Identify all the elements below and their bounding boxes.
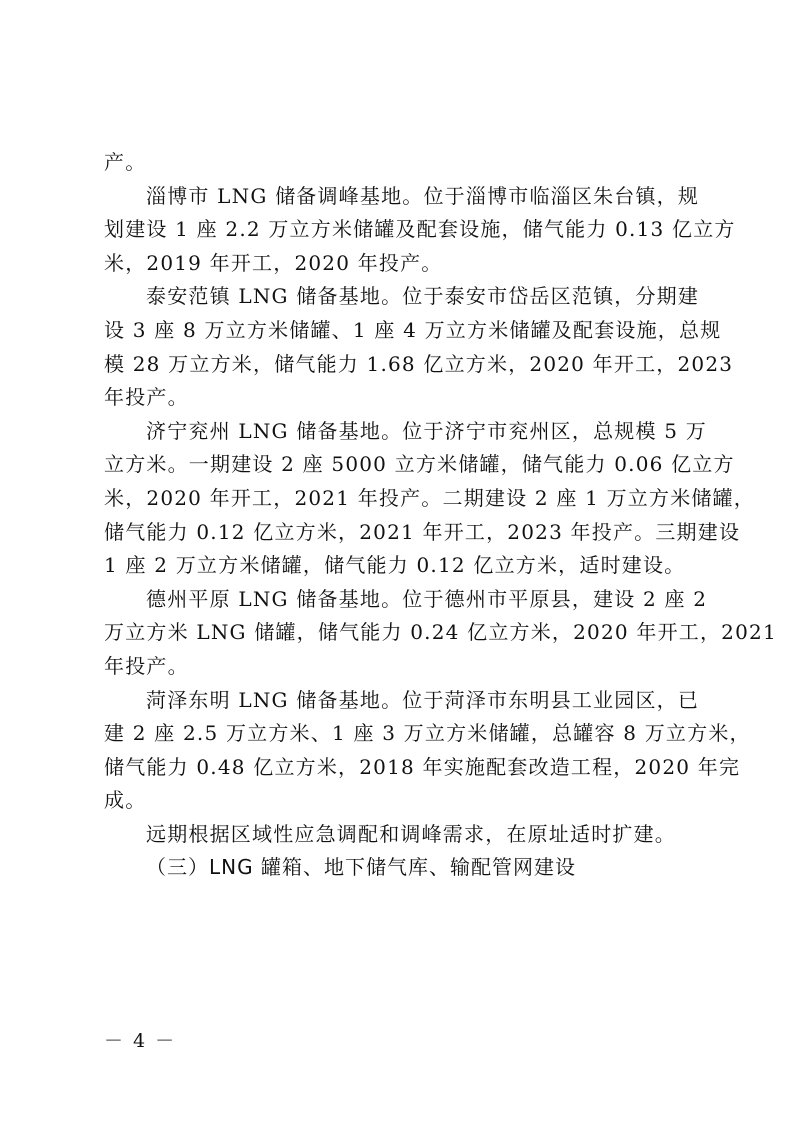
paragraph-continuation <box>104 146 694 180</box>
page-number: － 4 － <box>104 1030 177 1052</box>
text-line: 模 28 万立方米，储气能力 1.68 亿立方米，2020 年开工，2023 <box>104 351 734 376</box>
text-line: 淄博市 LNG 储备调峰基地。位于淄博市临淄区朱台镇，规 <box>146 183 700 208</box>
paragraph-dezhou <box>104 583 777 684</box>
text-line: 泰安范镇 LNG 储备基地。位于泰安市岱岳区范镇，分期建 <box>146 284 700 309</box>
text-line: 菏泽东明 LNG 储备基地。位于菏泽市东明县工业园区，已 <box>146 687 700 712</box>
text-line: 储气能力 0.48 亿立方米，2018 年实施配套改造工程，2020 年完 <box>104 754 741 779</box>
paragraph-zibo <box>104 180 736 281</box>
paragraph-long-term <box>104 818 694 852</box>
text-line: 米，2019 年开工，2020 年投产。 <box>104 250 443 275</box>
paragraph-heze <box>104 684 751 818</box>
section-heading: （三）LNG 罐箱、地下储气库、输配管网建设 <box>146 855 576 880</box>
text-line: 年投产。 <box>104 385 189 410</box>
text-line: 设 3 座 8 万立方米储罐、1 座 4 万立方米储罐及配套设施，总规 <box>104 317 722 342</box>
text-line: 1 座 2 万立方米储罐，储气能力 0.12 亿立方米，适时建设。 <box>104 553 686 578</box>
text-line: 年投产。 <box>104 653 189 678</box>
text-line: 远期根据区域性应急调配和调峰需求，在原址适时扩建。 <box>146 821 676 846</box>
text-line: 划建设 1 座 2.2 万立方米储罐及配套设施，储气能力 0.13 亿立方 <box>104 217 736 242</box>
text-line: 立方米。一期建设 2 座 5000 立方米储罐，储气能力 0.06 亿立方 <box>104 452 735 477</box>
text-line: 米，2020 年开工，2021 年投产。二期建设 2 座 1 万立方米储罐， <box>104 485 755 510</box>
text-line: 储气能力 0.12 亿立方米，2021 年开工，2023 年投产。三期建设 <box>104 519 741 544</box>
text-line: 济宁兖州 LNG 储备基地。位于济宁市兖州区，总规模 5 万 <box>146 418 707 443</box>
paragraph-taian <box>104 280 734 414</box>
text-line: 万立方米 LNG 储罐，储气能力 0.24 亿立方米，2020 年开工，2021 <box>104 620 777 645</box>
text-line: 德州平原 LNG 储备基地。位于德州市平原县，建设 2 座 2 <box>146 586 708 611</box>
document-body <box>104 146 777 885</box>
text-line: 产。 <box>104 150 147 174</box>
paragraph-jining <box>104 415 755 583</box>
text-line: 成。 <box>104 788 147 813</box>
text-line: 建 2 座 2.5 万立方米、1 座 3 万立方米储罐，总罐容 8 万立方米， <box>104 721 751 746</box>
